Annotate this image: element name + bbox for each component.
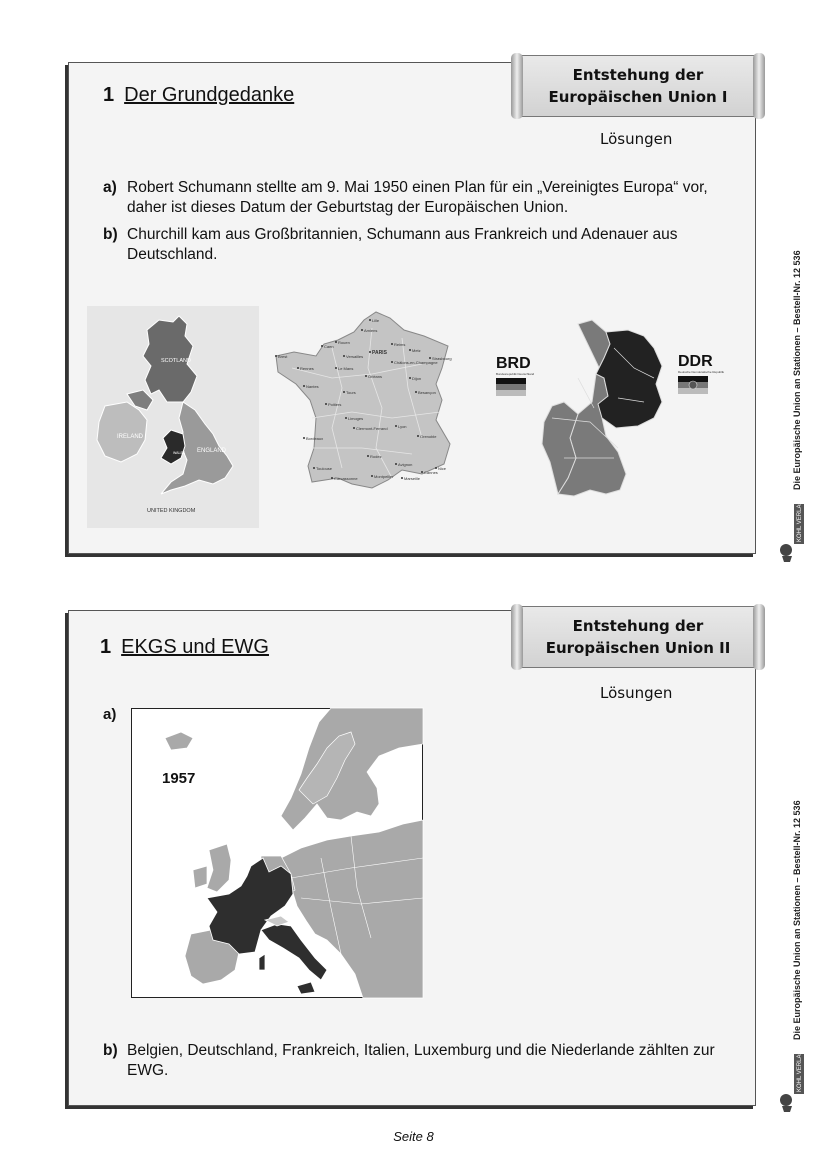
city-dot bbox=[297, 367, 299, 369]
city-dot bbox=[303, 437, 305, 439]
city-dot bbox=[321, 345, 323, 347]
city-dot bbox=[369, 319, 371, 321]
city-label: Rennes bbox=[300, 366, 314, 371]
city-label: Nantes bbox=[306, 384, 319, 389]
city-dot bbox=[391, 343, 393, 345]
city-dot bbox=[391, 361, 393, 363]
city-dot bbox=[343, 391, 345, 393]
city-label: Versailles bbox=[346, 354, 364, 359]
brd-flag-stripe bbox=[496, 378, 526, 384]
uk-map bbox=[87, 306, 259, 528]
publisher-logo-text: KOHL VERLAG bbox=[797, 1049, 803, 1092]
england-label: ENGLAND bbox=[197, 448, 227, 454]
title-banner-1 bbox=[516, 55, 760, 117]
scotland-label: SCOTLAND bbox=[161, 358, 191, 364]
answer-label: b) bbox=[103, 1042, 118, 1059]
ddr-emblem-icon bbox=[689, 381, 697, 389]
ddr-sublabel: Deutsche Demokratische Republik bbox=[678, 370, 725, 374]
publisher-logo-icon bbox=[778, 500, 806, 562]
city-label: Strasbourg bbox=[432, 356, 452, 361]
map-year-label: 1957 bbox=[162, 770, 196, 787]
answer-text: Robert Schumann stellte am 9. Mai 1950 einen Plan für ein „Vereinigtes Europa“ vor, daher ist dieses Datum der Geburtstag der Europäischen Union. bbox=[127, 179, 708, 216]
banner-line-2: Europäischen Union I bbox=[548, 88, 728, 106]
city-label: Montpellier bbox=[374, 474, 394, 479]
publisher-logo-icon bbox=[778, 1050, 806, 1112]
section-heading-1 bbox=[103, 84, 294, 107]
city-label: Reims bbox=[394, 342, 406, 347]
banner-line-2: Europäischen Union II bbox=[545, 639, 731, 657]
wales-label: WALES bbox=[173, 451, 186, 455]
city-label: Nice bbox=[438, 466, 447, 471]
answer-text: Churchill kam aus Großbritannien, Schumann aus Frankreich und Adenauer aus Deutschland. bbox=[127, 226, 678, 263]
city-label: Rodez bbox=[370, 454, 382, 459]
city-label: Brest bbox=[278, 354, 288, 359]
answer-a bbox=[103, 178, 743, 218]
city-dot bbox=[345, 417, 347, 419]
city-label: Le Mans bbox=[338, 366, 354, 371]
uk-caption: UNITED KINGDOM bbox=[147, 508, 196, 514]
city-label: Rouen bbox=[338, 340, 350, 345]
city-dot bbox=[331, 477, 333, 479]
city-label: Limoges bbox=[348, 416, 364, 421]
city-dot bbox=[409, 349, 411, 351]
city-dot bbox=[335, 341, 337, 343]
page-number: Seite 8 bbox=[393, 1129, 434, 1144]
germany-map bbox=[494, 318, 725, 500]
city-dot bbox=[421, 471, 423, 473]
brd-flag-stripe bbox=[496, 384, 526, 390]
city-label: Caen bbox=[324, 344, 334, 349]
city-dot bbox=[415, 391, 417, 393]
city-label: Avignon bbox=[398, 462, 413, 467]
city-dot bbox=[417, 435, 419, 437]
brd-flag-stripe bbox=[496, 390, 526, 396]
city-label: Lille bbox=[372, 318, 380, 323]
city-label: Bordeaux bbox=[306, 436, 324, 441]
answer-b bbox=[103, 225, 743, 265]
section-number: 1 bbox=[100, 636, 112, 658]
city-dot bbox=[371, 475, 373, 477]
brd-label: BRD bbox=[496, 355, 531, 372]
europe-map bbox=[131, 708, 423, 998]
ddr-label: DDR bbox=[678, 353, 713, 370]
city-dot bbox=[395, 463, 397, 465]
city-label: Cannes bbox=[424, 470, 438, 475]
answer-text: Belgien, Deutschland, Frankreich, Italien, Luxemburg und die Niederlande zählten zur EWG. bbox=[127, 1042, 715, 1079]
brd-sublabel: Bundesrepublik Deutschland bbox=[496, 372, 535, 376]
city-label: Dijon bbox=[412, 376, 422, 381]
section-heading-2 bbox=[100, 636, 269, 659]
city-label: Metz bbox=[412, 348, 421, 353]
city-label: Amiens bbox=[364, 328, 378, 333]
side-order-text: Die Europäische Union an Stationen – Bestell-Nr. 12 536 bbox=[792, 800, 802, 1040]
city-dot bbox=[401, 477, 403, 479]
city-label: Poitiers bbox=[328, 402, 342, 407]
city-label: Tours bbox=[346, 390, 356, 395]
city-label: Lyon bbox=[398, 424, 407, 429]
city-dot bbox=[361, 329, 363, 331]
city-label: Clermont-Ferrand bbox=[356, 426, 388, 431]
city-dot bbox=[429, 357, 431, 359]
answer-label: b) bbox=[103, 226, 118, 243]
city-dot bbox=[303, 385, 305, 387]
city-dot bbox=[435, 467, 437, 469]
city-dot bbox=[325, 403, 327, 405]
solutions-label: Lösungen bbox=[600, 684, 673, 702]
title-banner-2 bbox=[516, 606, 760, 668]
banner-line-1: Entstehung der bbox=[572, 66, 704, 84]
city-label: Besançon bbox=[418, 390, 436, 395]
publisher-logo-text: KOHL VERLAG bbox=[797, 499, 803, 542]
section-title: Der Grundgedanke bbox=[124, 84, 295, 106]
section-number: 1 bbox=[103, 84, 115, 106]
city-dot bbox=[409, 377, 411, 379]
section-title: EKGS und EWG bbox=[121, 636, 269, 658]
city-dot bbox=[369, 351, 371, 353]
city-dot bbox=[367, 455, 369, 457]
city-dot bbox=[275, 355, 277, 357]
answer-label: a) bbox=[103, 706, 117, 723]
city-dot bbox=[335, 367, 337, 369]
city-dot bbox=[365, 375, 367, 377]
city-label: Carcassonne bbox=[334, 476, 358, 481]
ireland-label: IRELAND bbox=[117, 434, 144, 440]
city-label: Châlons-en-Champagne bbox=[394, 360, 438, 365]
side-order-text: Die Europäische Union an Stationen – Bestell-Nr. 12 536 bbox=[792, 250, 802, 490]
answer-b bbox=[103, 1041, 743, 1081]
city-label: Toulouse bbox=[316, 466, 333, 471]
city-label: PARIS bbox=[372, 350, 387, 356]
answer-label: a) bbox=[103, 179, 117, 196]
france-map bbox=[272, 308, 460, 494]
city-dot bbox=[313, 467, 315, 469]
city-label: Orléans bbox=[368, 374, 383, 379]
banner-line-1: Entstehung der bbox=[572, 617, 704, 635]
city-label: Grenoble bbox=[420, 434, 437, 439]
solutions-label: Lösungen bbox=[600, 130, 673, 148]
city-dot bbox=[343, 355, 345, 357]
city-dot bbox=[395, 425, 397, 427]
city-label: Marseille bbox=[404, 476, 421, 481]
city-dot bbox=[353, 427, 355, 429]
